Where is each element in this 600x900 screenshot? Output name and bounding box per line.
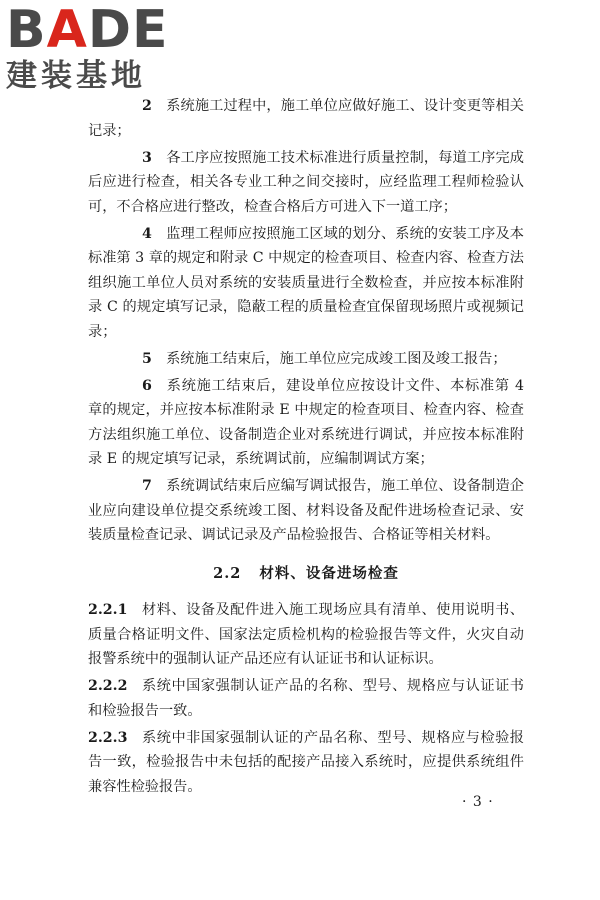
clause-2-2-2 <box>88 674 524 723</box>
item-text: 系统调试结束后应编写调试报告，施工单位、设备制造企业应向建设单位提交系统竣工图、材料设备及配件进场检查记录、安装质量检查记录、调试记录及产品检验报告、合格证等相关材料。 <box>88 478 524 543</box>
logo-wordmark <box>6 0 176 60</box>
item-text: 系统施工过程中，施工单位应做好施工、设计变更等相关记录； <box>88 98 524 139</box>
logo-subtitle: 建装基地 <box>6 58 146 94</box>
logo-letter-a: A <box>46 0 88 60</box>
document-body <box>88 94 524 802</box>
section-number: 2.2 <box>213 564 242 582</box>
item-text: 监理工程师应按照施工区域的划分、系统的安装工序及本标准第 3 章的规定和附录 C 中规定的检查项目、检查内容、检查方法组织施工单位人员对系统的安装质量进行全数检查，并应按本标准附录 C 的规定填写记录，隐蔽工程的质量检查宜保留现场照片或视频记录； <box>88 225 524 340</box>
item-text: 各工序应按照施工技术标准进行质量控制，每道工序完成后应进行检查，相关各专业工种之间交接时，应经监理工程师检验认可，不合格应进行整改，检查合格后方可进入下一道工序； <box>88 149 524 215</box>
clause-2-2-3 <box>88 726 524 800</box>
page-number: · 3 · <box>462 794 494 810</box>
paragraph-item-2 <box>88 94 524 143</box>
paragraph-item-7 <box>88 474 524 548</box>
logo-letter-b: B <box>6 0 47 60</box>
logo-letters-de: DE <box>87 0 169 60</box>
item-text: 系统施工结束后，建设单位应按设计文件、本标准第 4 章的规定，并应按本标准附录 E 中规定的检查项目、检查内容、检查方法组织施工单位、设备制造企业对系统进行调试，并应按本标准附录 E 的规定填写记录，系统调试前，应编制调试方案； <box>88 377 524 467</box>
item-number: 6 <box>142 377 152 394</box>
paragraph-item-6 <box>88 374 524 472</box>
item-number: 5 <box>142 350 152 367</box>
clause-number: 2.2.1 <box>88 602 128 618</box>
item-number: 7 <box>142 478 152 494</box>
clause-number: 2.2.2 <box>88 678 128 694</box>
clause-text: 材料、设备及配件进入施工现场应具有清单、使用说明书、质量合格证明文件、国家法定质检机构的检验报告等文件，火灾自动报警系统中的强制认证产品还应有认证证书和认证标识。 <box>88 602 524 667</box>
clause-text: 系统中国家强制认证产品的名称、型号、规格应与认证证书和检验报告一致。 <box>88 678 524 719</box>
item-text: 系统施工结束后，施工单位应完成竣工图及竣工报告； <box>166 350 507 367</box>
section-title: 材料、设备进场检查 <box>259 564 399 582</box>
bade-logo <box>6 0 176 96</box>
paragraph-item-5 <box>88 347 524 372</box>
clause-2-2-1 <box>88 598 524 672</box>
paragraph-item-4 <box>88 222 524 345</box>
item-number: 2 <box>142 98 152 114</box>
paragraph-item-3 <box>88 146 524 220</box>
item-number: 3 <box>142 149 152 166</box>
clause-number: 2.2.3 <box>88 729 128 746</box>
section-heading <box>88 562 524 587</box>
item-number: 4 <box>142 225 152 242</box>
clause-text: 系统中非国家强制认证的产品名称、型号、规格应与检验报告一致，检验报告中未包括的配接产品接入系统时，应提供系统组件兼容性检验报告。 <box>88 729 524 795</box>
